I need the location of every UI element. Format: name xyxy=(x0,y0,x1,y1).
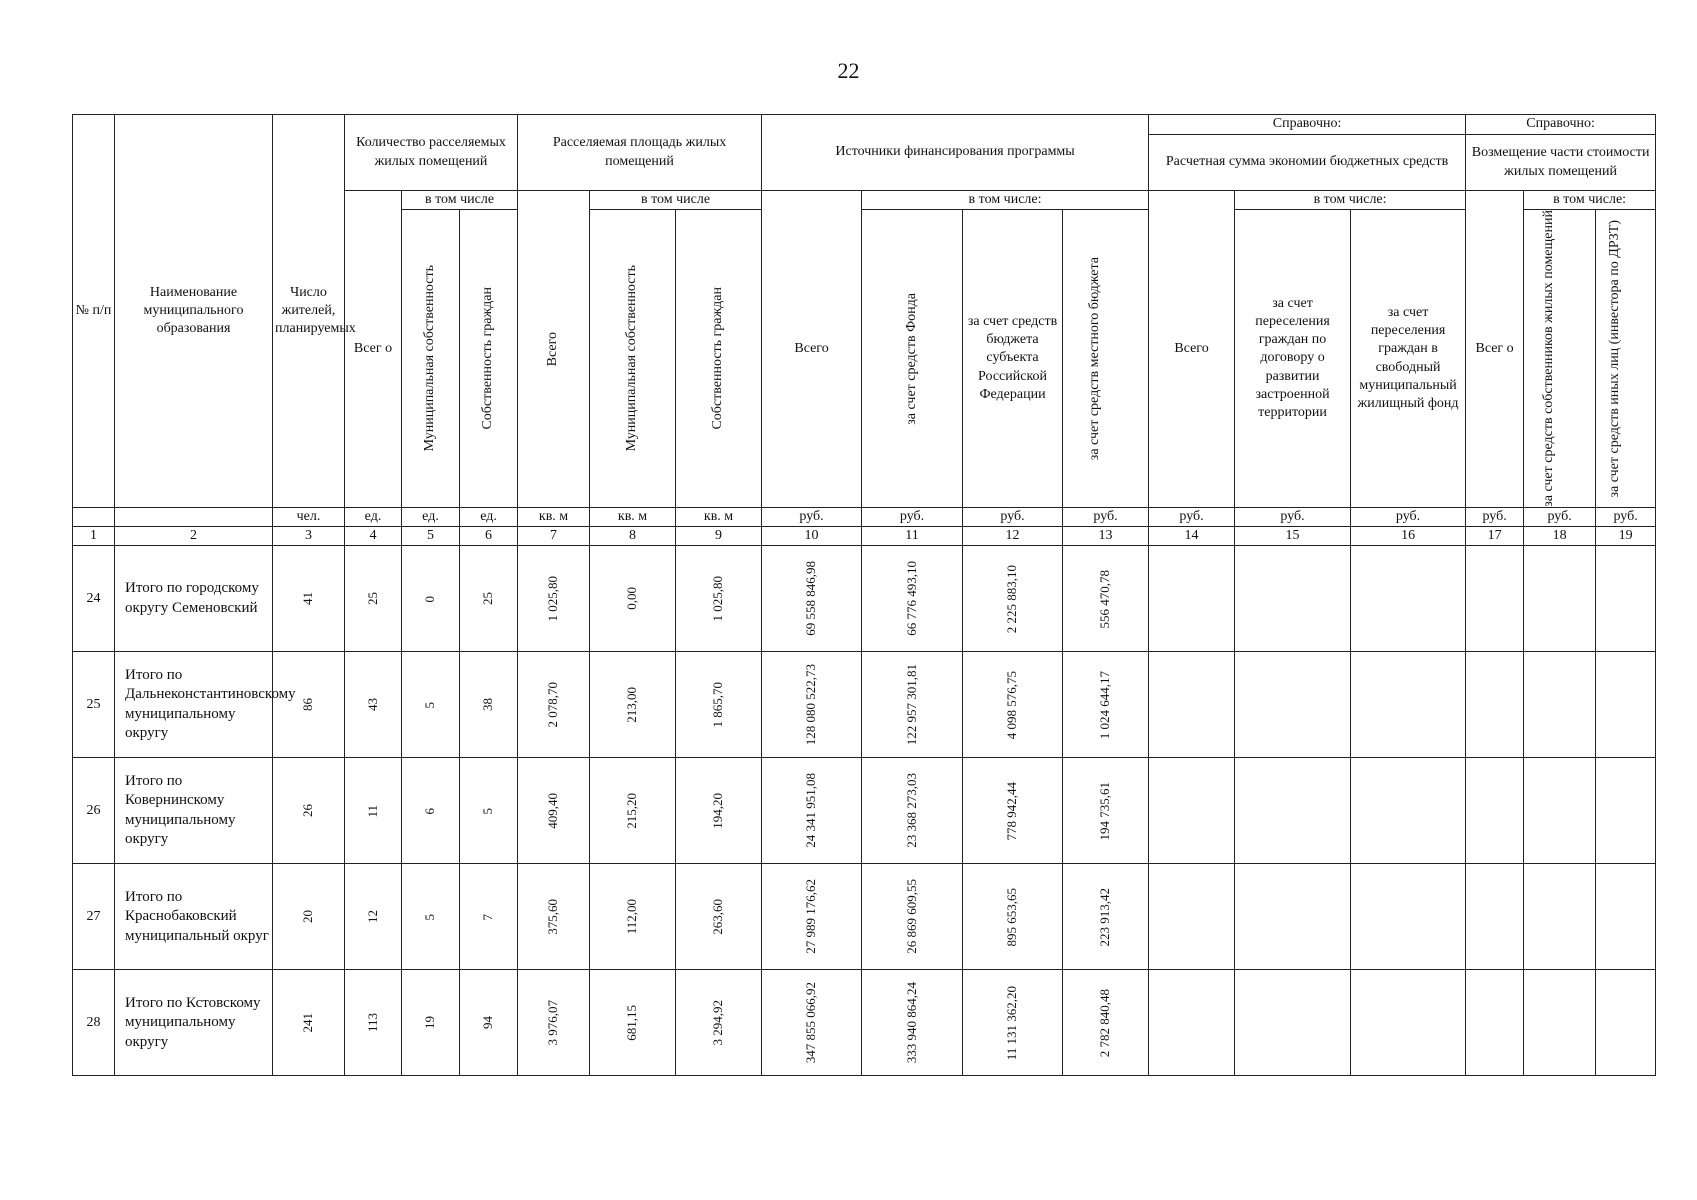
row-value xyxy=(1149,970,1235,1076)
row-municipality: Итого по Краснобаковский муниципальный округ xyxy=(115,864,273,970)
row-value xyxy=(1524,652,1596,758)
column-number: 1 xyxy=(73,527,115,546)
row-value: 11 xyxy=(345,758,402,864)
resettlement-table xyxy=(72,114,1656,1076)
row-value: 38 xyxy=(460,652,518,758)
unit-cell: руб. xyxy=(1596,507,1656,526)
row-value xyxy=(1524,864,1596,970)
column-number: 15 xyxy=(1235,527,1351,546)
column-number: 4 xyxy=(345,527,402,546)
column-number: 14 xyxy=(1149,527,1235,546)
row-value: 223 913,42 xyxy=(1063,864,1149,970)
row-value xyxy=(1149,758,1235,864)
column-number: 12 xyxy=(963,527,1063,546)
header-other-funds: за счет средств иных лиц (инвестора по ДРЗТ) xyxy=(1596,210,1656,508)
row-value xyxy=(1351,970,1466,1076)
row-value xyxy=(1149,864,1235,970)
row-value xyxy=(1596,758,1656,864)
header-resettle-free: за счет переселения граждан в свободный муниципальный жилищный фонд xyxy=(1351,210,1466,508)
row-value: 66 776 493,10 xyxy=(862,546,963,652)
row-value: 128 080 522,73 xyxy=(762,652,862,758)
row-value: 0,00 xyxy=(590,546,676,652)
header-reference-2: Справочно: xyxy=(1466,115,1656,135)
unit-cell: руб. xyxy=(862,507,963,526)
header-num: № п/п xyxy=(73,115,115,508)
header-area-citizens: Собственность граждан xyxy=(676,210,762,508)
row-municipality: Итого по Кстовскому муниципальному округу xyxy=(115,970,273,1076)
header-econ-incl: в том числе: xyxy=(1235,191,1466,210)
row-value xyxy=(1351,652,1466,758)
unit-cell: ед. xyxy=(460,507,518,526)
column-number: 18 xyxy=(1524,527,1596,546)
row-value xyxy=(1235,758,1351,864)
row-value: 1 025,80 xyxy=(518,546,590,652)
row-value: 27 989 176,62 xyxy=(762,864,862,970)
column-number: 9 xyxy=(676,527,762,546)
row-value: 4 098 576,75 xyxy=(963,652,1063,758)
header-count-group: Количество расселяемых жилых помещений xyxy=(345,115,518,191)
row-value: 25 xyxy=(345,546,402,652)
row-value: 241 xyxy=(273,970,345,1076)
row-value xyxy=(1596,864,1656,970)
row-value: 69 558 846,98 xyxy=(762,546,862,652)
row-value: 895 653,65 xyxy=(963,864,1063,970)
column-number: 5 xyxy=(402,527,460,546)
column-number: 7 xyxy=(518,527,590,546)
row-value: 2 782 840,48 xyxy=(1063,970,1149,1076)
row-value: 41 xyxy=(273,546,345,652)
header-comp-total: Всег о xyxy=(1466,191,1524,508)
column-number: 19 xyxy=(1596,527,1656,546)
row-value xyxy=(1235,970,1351,1076)
row-value: 1 024 644,17 xyxy=(1063,652,1149,758)
row-value: 0 xyxy=(402,546,460,652)
row-value: 375,60 xyxy=(518,864,590,970)
unit-cell: чел. xyxy=(273,507,345,526)
header-fund: за счет средств Фонда xyxy=(862,210,963,508)
row-value: 6 xyxy=(402,758,460,864)
header-comp-incl: в том числе: xyxy=(1524,191,1656,210)
unit-cell: руб. xyxy=(762,507,862,526)
header-resettle-contract: за счет переселения граждан по договору о развитии застроенной территории xyxy=(1235,210,1351,508)
column-number: 13 xyxy=(1063,527,1149,546)
header-count-municipal: Муниципальная собственность xyxy=(402,210,460,508)
header-count-incl: в том числе xyxy=(402,191,518,210)
row-value: 1 025,80 xyxy=(676,546,762,652)
column-number: 16 xyxy=(1351,527,1466,546)
unit-cell: руб. xyxy=(1063,507,1149,526)
column-number: 3 xyxy=(273,527,345,546)
header-local-budget: за счет средств местного бюджета xyxy=(1063,210,1149,508)
row-value: 5 xyxy=(402,864,460,970)
unit-cell: руб. xyxy=(1351,507,1466,526)
row-value: 7 xyxy=(460,864,518,970)
row-value: 12 xyxy=(345,864,402,970)
header-residents: Число жителей, планируемых xyxy=(273,115,345,508)
unit-cell: руб. xyxy=(963,507,1063,526)
row-value: 113 xyxy=(345,970,402,1076)
row-value xyxy=(1524,546,1596,652)
row-value: 5 xyxy=(402,652,460,758)
unit-cell: кв. м xyxy=(676,507,762,526)
row-number: 24 xyxy=(73,546,115,652)
column-number: 2 xyxy=(115,527,273,546)
row-value: 43 xyxy=(345,652,402,758)
row-value: 11 131 362,20 xyxy=(963,970,1063,1076)
row-value xyxy=(1235,546,1351,652)
column-number: 8 xyxy=(590,527,676,546)
row-value: 215,20 xyxy=(590,758,676,864)
header-reference-1: Справочно: xyxy=(1149,115,1466,135)
row-value xyxy=(1596,970,1656,1076)
header-owners-funds: за счет средств собственников жилых помещений xyxy=(1524,210,1596,508)
header-count-citizens: Собственность граждан xyxy=(460,210,518,508)
row-number: 27 xyxy=(73,864,115,970)
row-value xyxy=(1466,758,1524,864)
header-financing-group: Источники финансирования программы xyxy=(762,115,1149,191)
row-value: 26 869 609,55 xyxy=(862,864,963,970)
row-value xyxy=(1524,758,1596,864)
row-municipality: Итого по городскому округу Семеновский xyxy=(115,546,273,652)
row-value: 333 940 864,24 xyxy=(862,970,963,1076)
row-value: 1 865,70 xyxy=(676,652,762,758)
row-value: 94 xyxy=(460,970,518,1076)
row-value xyxy=(1466,970,1524,1076)
row-value: 86 xyxy=(273,652,345,758)
column-number: 11 xyxy=(862,527,963,546)
row-value xyxy=(1466,864,1524,970)
row-value: 112,00 xyxy=(590,864,676,970)
row-value: 681,15 xyxy=(590,970,676,1076)
unit-cell: руб. xyxy=(1466,507,1524,526)
row-value xyxy=(1524,970,1596,1076)
row-number: 25 xyxy=(73,652,115,758)
row-value xyxy=(1235,864,1351,970)
row-number: 28 xyxy=(73,970,115,1076)
row-value: 194,20 xyxy=(676,758,762,864)
row-value xyxy=(1149,546,1235,652)
row-number: 26 xyxy=(73,758,115,864)
header-economy-group: Расчетная сумма экономии бюджетных средств xyxy=(1149,135,1466,191)
row-value: 3 294,92 xyxy=(676,970,762,1076)
unit-cell: ед. xyxy=(345,507,402,526)
row-value xyxy=(1466,652,1524,758)
row-value: 2 225 883,10 xyxy=(963,546,1063,652)
row-value: 20 xyxy=(273,864,345,970)
header-name: Наименование муниципального образования xyxy=(115,115,273,508)
row-municipality: Итого по Дальнеконстантиновскому муниципальному округу xyxy=(115,652,273,758)
row-value: 778 942,44 xyxy=(963,758,1063,864)
unit-cell: ед. xyxy=(402,507,460,526)
row-value: 19 xyxy=(402,970,460,1076)
row-value: 122 957 301,81 xyxy=(862,652,963,758)
header-econ-total: Всего xyxy=(1149,191,1235,508)
header-fin-incl: в том числе: xyxy=(862,191,1149,210)
row-value: 556 470,78 xyxy=(1063,546,1149,652)
unit-cell: кв. м xyxy=(590,507,676,526)
row-value: 263,60 xyxy=(676,864,762,970)
row-value: 213,00 xyxy=(590,652,676,758)
header-area-total: Всего xyxy=(518,191,590,508)
table-row xyxy=(73,758,1656,864)
unit-cell: руб. xyxy=(1149,507,1235,526)
row-value: 23 368 273,03 xyxy=(862,758,963,864)
column-number: 10 xyxy=(762,527,862,546)
row-value xyxy=(1351,864,1466,970)
header-compensation-group: Возмещение части стоимости жилых помещений xyxy=(1466,135,1656,191)
row-value: 5 xyxy=(460,758,518,864)
row-value: 26 xyxy=(273,758,345,864)
row-municipality: Итого по Ковернинскому муниципальному округу xyxy=(115,758,273,864)
header-area-group: Расселяемая площадь жилых помещений xyxy=(518,115,762,191)
row-value: 24 341 951,08 xyxy=(762,758,862,864)
unit-cell: руб. xyxy=(1235,507,1351,526)
page-number: 22 xyxy=(837,58,860,83)
row-value: 2 078,70 xyxy=(518,652,590,758)
table-row xyxy=(73,970,1656,1076)
column-number: 6 xyxy=(460,527,518,546)
header-subject-budget: за счет средств бюджета субъекта Российской Федерации xyxy=(963,210,1063,508)
header-fin-total: Всего xyxy=(762,191,862,508)
unit-cell: кв. м xyxy=(518,507,590,526)
row-value xyxy=(1351,546,1466,652)
header-area-municipal: Муниципальная собственность xyxy=(590,210,676,508)
row-value xyxy=(1596,652,1656,758)
row-value: 347 855 066,92 xyxy=(762,970,862,1076)
row-value xyxy=(1149,652,1235,758)
column-number: 17 xyxy=(1466,527,1524,546)
row-value xyxy=(1466,546,1524,652)
row-value: 25 xyxy=(460,546,518,652)
row-value: 194 735,61 xyxy=(1063,758,1149,864)
header-count-total: Всег о xyxy=(345,191,402,508)
header-area-incl: в том числе xyxy=(590,191,762,210)
table-row xyxy=(73,652,1656,758)
unit-cell: руб. xyxy=(1524,507,1596,526)
row-value: 3 976,07 xyxy=(518,970,590,1076)
row-value xyxy=(1351,758,1466,864)
row-value xyxy=(1596,546,1656,652)
row-value xyxy=(1235,652,1351,758)
row-value: 409,40 xyxy=(518,758,590,864)
table-row xyxy=(73,864,1656,970)
table-row xyxy=(73,546,1656,652)
